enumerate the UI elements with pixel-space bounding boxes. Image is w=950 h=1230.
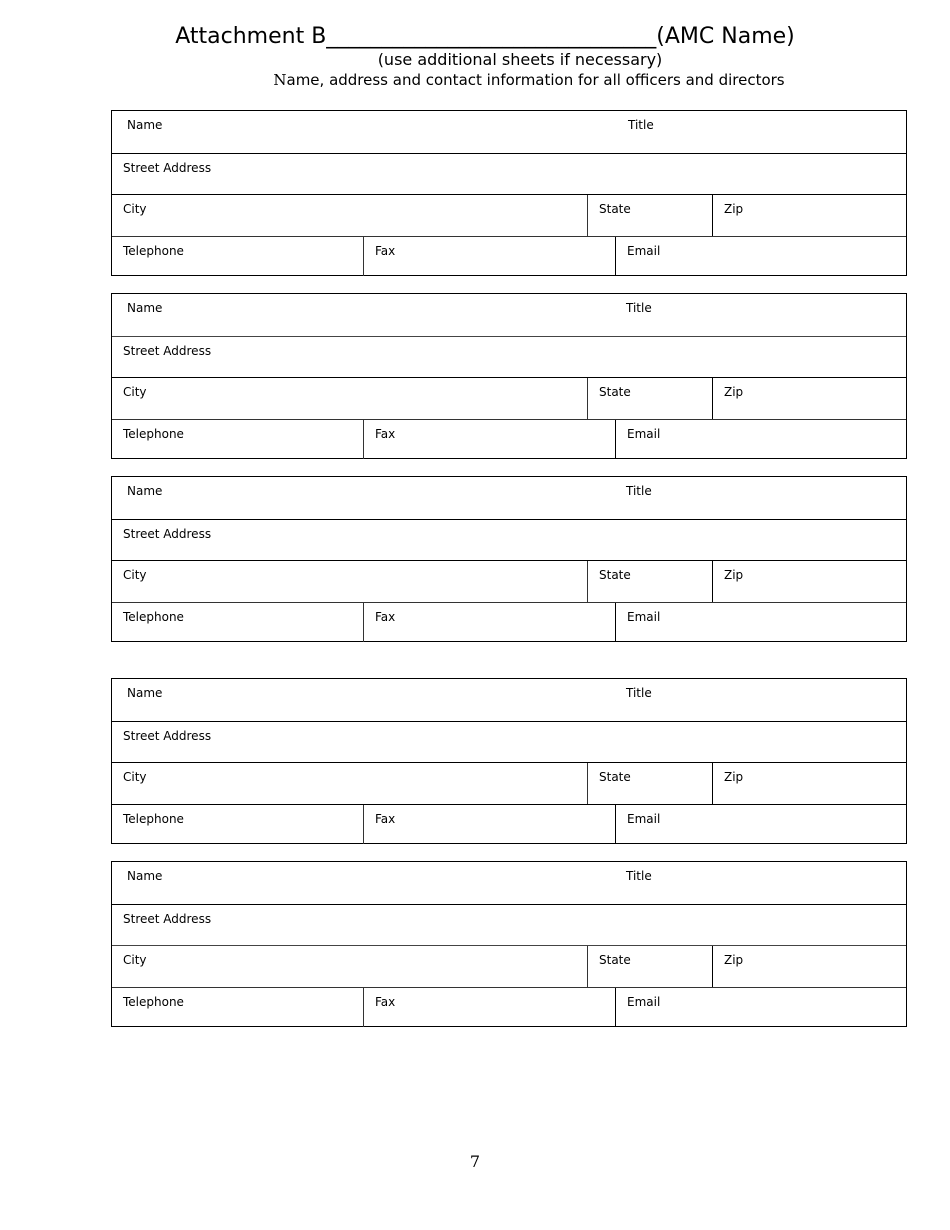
officer-block-5 — [111, 861, 907, 1027]
fax-label: Fax — [375, 426, 396, 441]
telephone-label: Telephone — [123, 811, 184, 826]
street-address-label: Street Address — [123, 728, 212, 743]
telephone-field[interactable] — [112, 603, 363, 642]
telephone-field[interactable] — [112, 805, 363, 844]
zip-label: Zip — [724, 953, 744, 967]
city-state-zip-row — [112, 377, 906, 419]
officer-block-3 — [111, 476, 907, 642]
email-field[interactable] — [615, 805, 906, 844]
city-state-zip-row — [112, 560, 906, 602]
email-field[interactable] — [615, 988, 906, 1027]
name-label: Name — [127, 301, 163, 315]
telephone-label: Telephone — [123, 994, 184, 1009]
zip-field[interactable] — [712, 561, 906, 602]
state-label: State — [599, 953, 631, 967]
name-label: Name — [127, 869, 163, 883]
street-address-label: Street Address — [123, 343, 212, 358]
state-field[interactable] — [587, 195, 712, 236]
page-number: 7 — [469, 1152, 481, 1171]
title-label: Title — [626, 484, 652, 498]
city-field[interactable] — [112, 763, 587, 804]
email-field[interactable] — [615, 603, 906, 642]
zip-field[interactable] — [712, 763, 906, 804]
name-title-row — [112, 111, 906, 153]
telephone-field[interactable] — [112, 420, 363, 459]
officer-block-1 — [111, 110, 907, 276]
page-title: Attachment B______________________________(AMC Name) — [175, 24, 795, 49]
fax-field[interactable] — [363, 988, 615, 1027]
city-label: City — [123, 770, 147, 784]
state-field[interactable] — [587, 946, 712, 987]
name-label: Name — [127, 686, 163, 700]
street-address-row[interactable] — [112, 721, 906, 763]
fax-field[interactable] — [363, 603, 615, 642]
state-label: State — [599, 385, 631, 399]
street-address-row[interactable] — [112, 336, 906, 378]
state-label: State — [599, 770, 631, 784]
description-initial: N — [273, 71, 287, 89]
officer-block-2 — [111, 293, 907, 459]
zip-label: Zip — [724, 568, 744, 582]
state-label: State — [599, 568, 631, 582]
name-title-row — [112, 294, 906, 336]
phone-fax-email-row — [112, 987, 906, 1027]
name-label: Name — [127, 484, 163, 498]
city-label: City — [123, 568, 147, 582]
name-title-row — [112, 862, 906, 904]
street-address-row[interactable] — [112, 153, 906, 195]
email-label: Email — [627, 811, 661, 826]
state-field[interactable] — [587, 561, 712, 602]
telephone-field[interactable] — [112, 988, 363, 1027]
zip-field[interactable] — [712, 946, 906, 987]
city-label: City — [123, 953, 147, 967]
page-subtitle: (use additional sheets if necessary) — [377, 50, 663, 69]
email-label: Email — [627, 994, 661, 1009]
city-label: City — [123, 202, 147, 216]
street-address-label: Street Address — [123, 911, 212, 926]
title-label: Title — [626, 686, 652, 700]
city-field[interactable] — [112, 946, 587, 987]
telephone-field[interactable] — [112, 237, 363, 276]
name-title-row — [112, 477, 906, 519]
city-state-zip-row — [112, 762, 906, 804]
zip-field[interactable] — [712, 195, 906, 236]
fax-label: Fax — [375, 243, 396, 258]
state-label: State — [599, 202, 631, 216]
zip-label: Zip — [724, 385, 744, 399]
street-address-row[interactable] — [112, 519, 906, 561]
title-label: Title — [626, 301, 652, 315]
city-label: City — [123, 385, 147, 399]
zip-field[interactable] — [712, 378, 906, 419]
fax-field[interactable] — [363, 420, 615, 459]
name-title-row — [112, 679, 906, 721]
telephone-label: Telephone — [123, 609, 184, 624]
zip-label: Zip — [724, 202, 744, 216]
city-state-zip-row — [112, 194, 906, 236]
phone-fax-email-row — [112, 419, 906, 459]
fax-field[interactable] — [363, 805, 615, 844]
phone-fax-email-row — [112, 236, 906, 276]
state-field[interactable] — [587, 763, 712, 804]
name-label: Name — [127, 118, 163, 132]
description-text: ame, address and contact information for all officers and directors — [286, 71, 785, 89]
telephone-label: Telephone — [123, 243, 184, 258]
telephone-label: Telephone — [123, 426, 184, 441]
title-label: Title — [626, 869, 652, 883]
title-label: Title — [628, 118, 654, 132]
city-field[interactable] — [112, 561, 587, 602]
fax-label: Fax — [375, 609, 396, 624]
fax-label: Fax — [375, 994, 396, 1009]
phone-fax-email-row — [112, 602, 906, 642]
state-field[interactable] — [587, 378, 712, 419]
zip-label: Zip — [724, 770, 744, 784]
fax-label: Fax — [375, 811, 396, 826]
email-field[interactable] — [615, 420, 906, 459]
fax-field[interactable] — [363, 237, 615, 276]
email-label: Email — [627, 609, 661, 624]
officer-block-4 — [111, 678, 907, 844]
page-description — [0, 70, 950, 90]
email-label: Email — [627, 426, 661, 441]
email-label: Email — [627, 243, 661, 258]
street-address-label: Street Address — [123, 160, 212, 175]
phone-fax-email-row — [112, 804, 906, 844]
street-address-row[interactable] — [112, 904, 906, 946]
city-field[interactable] — [112, 378, 587, 419]
email-field[interactable] — [615, 237, 906, 276]
street-address-label: Street Address — [123, 526, 212, 541]
city-state-zip-row — [112, 945, 906, 987]
city-field[interactable] — [112, 195, 587, 236]
